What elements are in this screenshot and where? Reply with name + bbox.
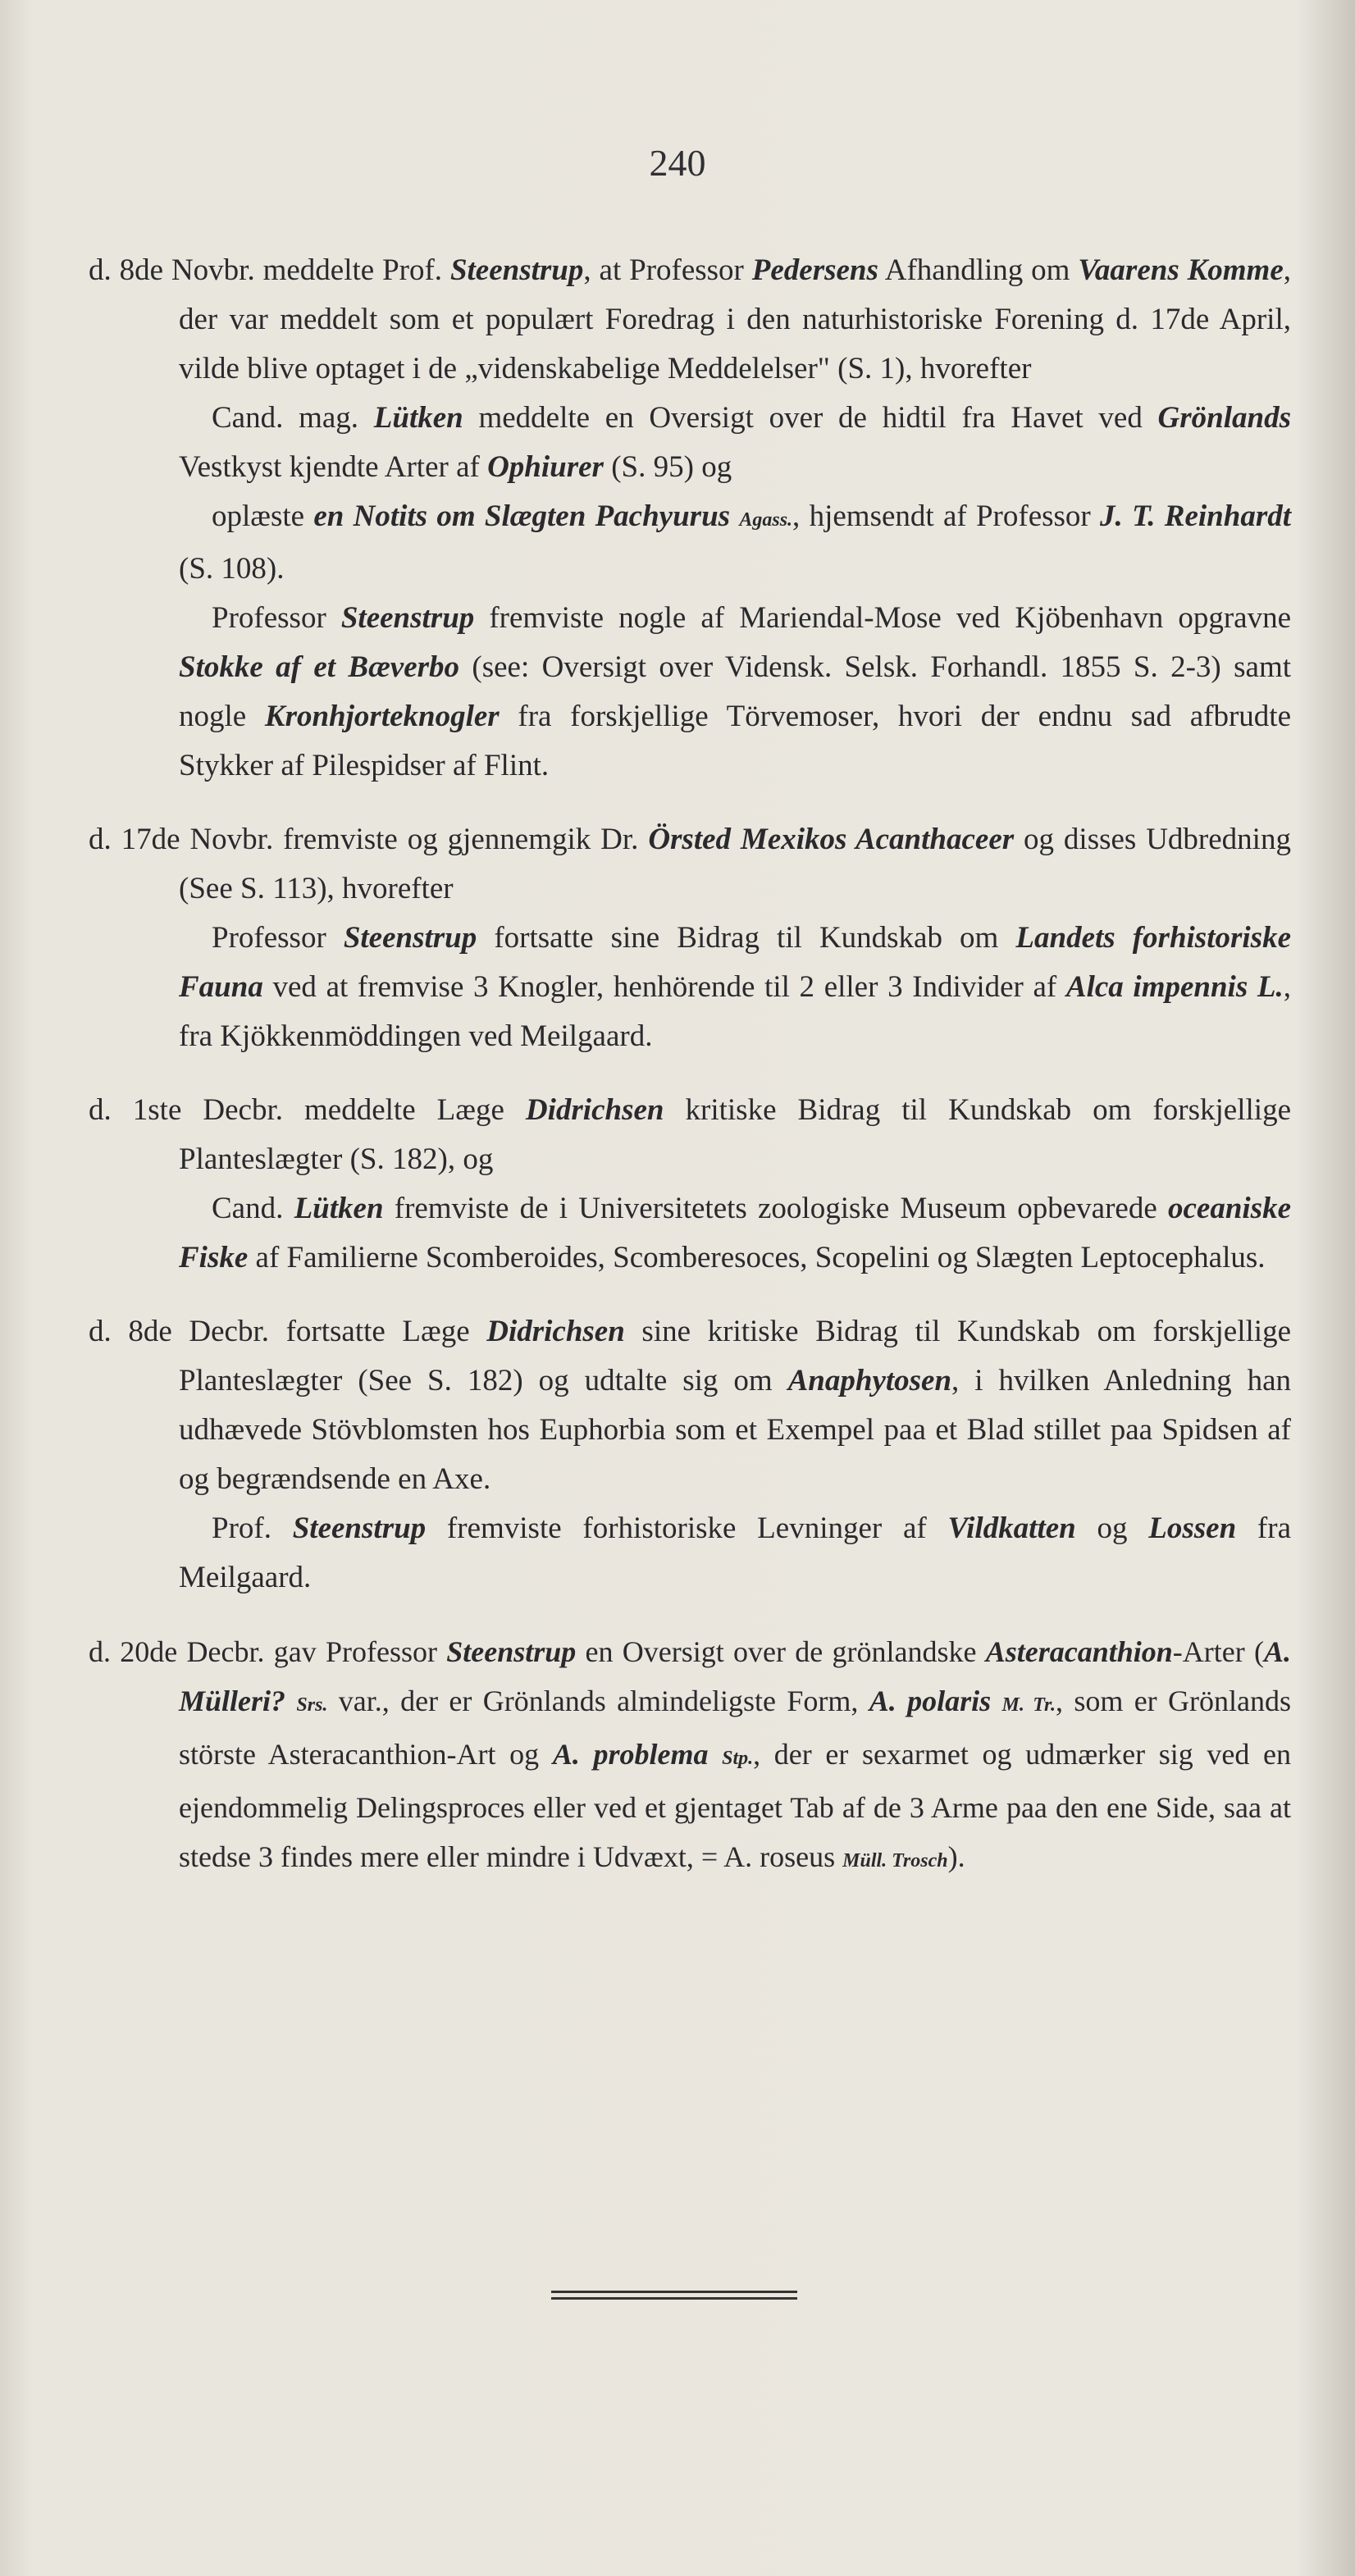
text: sine kritiske Bidrag til Kundskab om forskjellige Planteslægter (See S. 182) og udtalte sig om (179, 1315, 1291, 1397)
paragraph (89, 246, 1291, 394)
entry-date: d. 1ste Decbr. (89, 1093, 283, 1127)
person-name: Steenstrup (340, 601, 475, 635)
entry-date: d. 8de Novbr. (89, 253, 255, 287)
paragraph (89, 394, 1291, 492)
entry-8de-novbr (89, 246, 1291, 791)
title-emphasis: en Notits om Slægten Pachyurus (313, 499, 731, 533)
text: var., der er Grönlands almindeligste Form, (327, 1685, 869, 1717)
taxon-name: A. Mülleri? (179, 1635, 1292, 1717)
entry-8de-decbr (89, 1307, 1291, 1603)
title-emphasis: Anaphytosen (787, 1364, 952, 1397)
text: Vestkyst kjendte Arter af (179, 450, 488, 484)
title-emphasis: oceaniske Fiske (179, 1192, 1291, 1274)
text: ). (947, 1840, 965, 1873)
text: (see: Oversigt over Vidensk. Selsk. Forhandl. 1855 S. 2-3) samt nogle (179, 650, 1291, 733)
paragraph (89, 1627, 1291, 1885)
text: , der var meddelt som et populært Foredrag i den naturhistoriske Forening d. 17de April, vilde blive optaget i de „videnskabelige Meddelelser" (S. 1), hvorefter (179, 253, 1292, 385)
taxon-name: Alca impennis L. (1065, 970, 1284, 1004)
entry-1ste-decbr (89, 1086, 1291, 1283)
person-name: Steenstrup (446, 1635, 577, 1668)
text: , hjemsendt af Professor (792, 499, 1101, 533)
text: og disses Udbredning (See S. 113), hvorefter (179, 823, 1291, 905)
title-emphasis: Lossen (1148, 1511, 1237, 1545)
text: fortsatte sine Bidrag til Kundskab om (477, 921, 1016, 955)
person-name: Lütken (373, 401, 463, 435)
title-emphasis: Vaarens Komme (1078, 253, 1284, 287)
author-abbrev: M. Tr. (1001, 1694, 1056, 1716)
page-number: 240 (649, 142, 706, 184)
text: meddelte en Oversigt over de hidtil fra Havet ved (463, 401, 1158, 435)
text: Afhandling om (878, 253, 1079, 287)
entry-date: d. 20de Decbr. (89, 1635, 265, 1668)
text: Cand. (212, 1192, 294, 1225)
person-name: Didrichsen (486, 1315, 625, 1348)
text: fremviste og gjennemgik Dr. (283, 823, 649, 856)
closing-rule (551, 2291, 797, 2293)
author-abbrev: Agass. (739, 509, 793, 531)
title-emphasis: Örsted Mexikos Acanthaceer (648, 823, 1015, 856)
text: Cand. mag. (212, 401, 374, 435)
text: fortsatte Læge (285, 1315, 487, 1348)
text: , fra Kjökkenmöddingen ved Meilgaard. (179, 970, 1291, 1053)
text: , som er Grönlands störste Asteracanthion-Art og (179, 1685, 1291, 1771)
person-name: Didrichsen (525, 1093, 664, 1127)
person-name: Steenstrup (449, 253, 584, 287)
taxon-name: Asteracanthion (985, 1635, 1173, 1668)
text: meddelte Læge (304, 1093, 526, 1127)
text: fra forskjellige Törvemoser, hvori der endnu sad afbrudte Stykker af Pilespidser af Flint. (179, 700, 1292, 782)
taxon-name: A. problema (552, 1738, 709, 1771)
person-name: Pedersens (751, 253, 878, 287)
entry-date: d. 17de Novbr. (89, 823, 274, 856)
paragraph (89, 1504, 1291, 1603)
title-emphasis: Stokke af et Bæverbo (179, 650, 460, 684)
paragraph (89, 1307, 1291, 1504)
text: oplæste (212, 499, 314, 533)
text: , der er sexarmet og udmærker sig ved en ejendommelig Delingsproces eller ved et gjentaget Tab af de 3 Arme paa den ene Side, saa at stedse 3 findes mere eller mindre i Udvæxt, = A. roseus (179, 1738, 1291, 1873)
text: og (1075, 1511, 1149, 1545)
author-abbrev: Stp. (722, 1748, 754, 1769)
person-name: Lütken (294, 1192, 384, 1225)
person-name: Steenstrup (292, 1511, 427, 1545)
entry-20de-decbr (89, 1627, 1291, 1885)
paragraph (89, 1086, 1291, 1184)
text: gav Professor (273, 1635, 447, 1668)
text: fremviste de i Universitetets zoologiske Museum opbevarede (383, 1192, 1168, 1225)
text: (S. 95) og (603, 450, 732, 484)
taxon-name: Ophiurer (487, 450, 604, 484)
text: af Familierne Scomberoides, Scomberesoces, Scopelini og Slægten Leptocephalus. (248, 1241, 1266, 1274)
text: kritiske Bidrag til Kundskab om forskjellige Planteslægter (S. 182), og (179, 1093, 1291, 1176)
text: Professor (212, 601, 341, 635)
text: -Arter ( (1172, 1635, 1264, 1668)
title-emphasis: Vildkatten (947, 1511, 1076, 1545)
closing-rule-lower (551, 2297, 797, 2300)
text: fra Meilgaard. (179, 1511, 1291, 1594)
person-name: J. T. Reinhardt (1100, 499, 1292, 533)
entry-17de-novbr (89, 815, 1291, 1061)
text: meddelte Prof. (262, 253, 450, 287)
paragraph (89, 1184, 1291, 1283)
text: fremviste nogle af Mariendal-Mose ved Kjöbenhavn opgravne (474, 601, 1291, 635)
paragraph (89, 492, 1291, 594)
place-name: Grönlands (1157, 401, 1291, 435)
entry-date: d. 8de Decbr. (89, 1315, 269, 1348)
text: (S. 108). (179, 552, 285, 586)
text: ved at fremvise 3 Knogler, henhörende til 2 eller 3 Individer af (262, 970, 1066, 1004)
text: , i hvilken Anledning han udhævede Stövblomsten hos Euphorbia som et Exempel paa et Blad stillet paa Spidsen af og begrændsende en Axe. (179, 1364, 1291, 1496)
taxon-name: A. polaris (869, 1685, 992, 1717)
title-emphasis: Kronhjorteknogler (264, 700, 500, 733)
text: fremviste forhistoriske Levninger af (426, 1511, 948, 1545)
paragraph (89, 815, 1291, 914)
author-abbrev: Srs. (296, 1694, 328, 1716)
paragraph (89, 914, 1291, 1061)
person-name: Steenstrup (343, 921, 477, 955)
author-abbrev: Müll. Trosch (842, 1850, 948, 1872)
page-body (89, 246, 1291, 1910)
title-emphasis: Landets forhistoriske Fauna (179, 921, 1291, 1004)
text: , at Professor (583, 253, 752, 287)
paragraph (89, 594, 1291, 791)
text: Prof. (212, 1511, 293, 1545)
text: Professor (212, 921, 344, 955)
text: en Oversigt over de grönlandske (576, 1635, 986, 1668)
